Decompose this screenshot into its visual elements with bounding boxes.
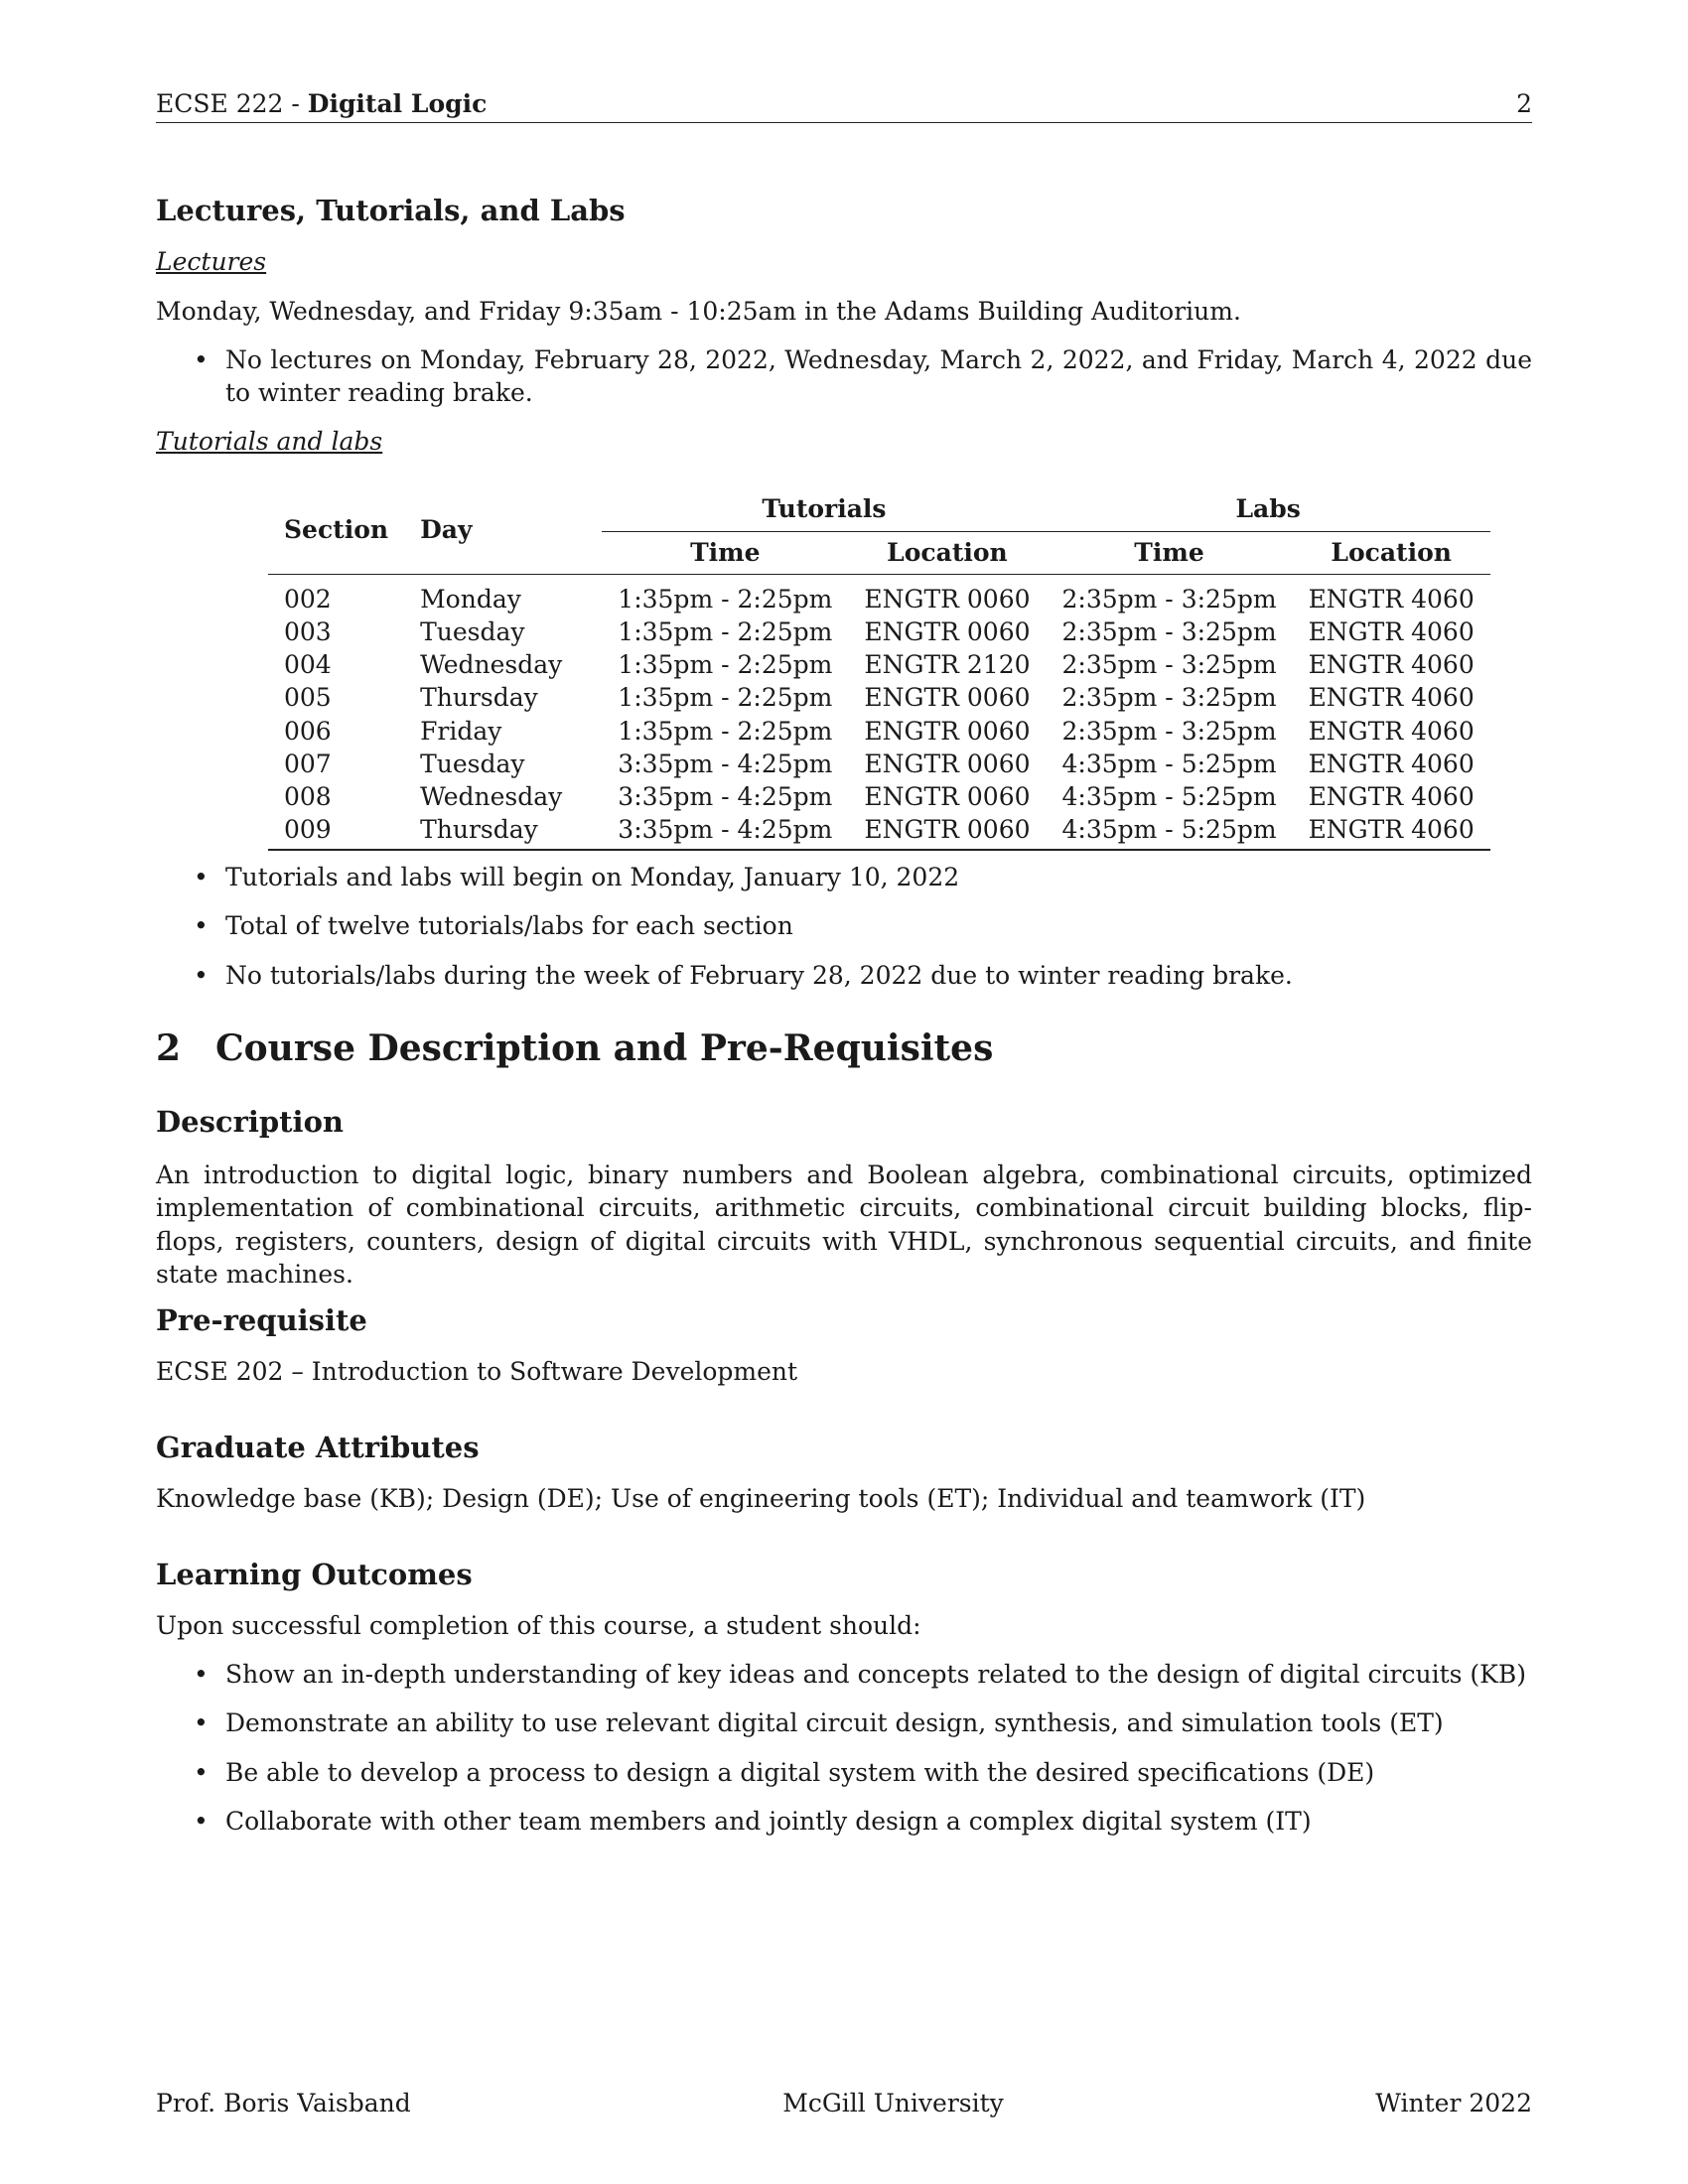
- list-item: • Be able to develop a process to design a digital system with the desired specifications (DE): [156, 1756, 1532, 1789]
- table-row: [268, 615, 1490, 648]
- table-row: [268, 715, 1490, 748]
- table-row: [268, 648, 1490, 681]
- cell-lab-time: 2:35pm - 3:25pm: [1061, 650, 1277, 679]
- prerequisite-text: ECSE 202 – Introduction to Software Development: [156, 1357, 798, 1386]
- cell-tutorial-location: ENGTR 0060: [864, 683, 1031, 713]
- col-header-day: Day: [420, 515, 473, 545]
- section-heading: [156, 1025, 1532, 1073]
- header-course: ECSE 222 - Digital Logic: [156, 89, 488, 118]
- cell-tutorial-location: ENGTR 0060: [864, 584, 1031, 614]
- col-header-tutorial-location: Location: [887, 538, 1008, 568]
- cell-tutorial-time: 1:35pm - 2:25pm: [618, 716, 833, 746]
- cell-day: Tuesday: [420, 749, 525, 778]
- cell-section: 007: [284, 749, 332, 778]
- cell-section: 005: [284, 683, 332, 713]
- col-header-tutorial-time: Time: [690, 538, 761, 568]
- table-row: [268, 780, 1490, 813]
- cell-tutorial-time: 3:35pm - 4:25pm: [618, 749, 833, 778]
- description-heading: Description: [156, 1105, 344, 1139]
- cell-lab-location: ENGTR 4060: [1308, 616, 1475, 646]
- table-row: [268, 574, 1490, 615]
- cell-section: 002: [284, 584, 332, 614]
- col-header-section: Section: [284, 515, 389, 545]
- graduate-attributes-text: Knowledge base (KB); Design (DE); Use of engineering tools (ET); Individual and teamwork (IT): [156, 1484, 1366, 1513]
- cell-day: Monday: [420, 584, 521, 614]
- lectures-tutorials-labs-heading: Lectures, Tutorials, and Labs: [156, 194, 626, 227]
- cell-tutorial-time: 1:35pm - 2:25pm: [618, 650, 833, 679]
- cell-lab-location: ENGTR 4060: [1308, 716, 1475, 746]
- cell-tutorial-location: ENGTR 0060: [864, 616, 1031, 646]
- cell-day: Wednesday: [420, 782, 563, 811]
- description-text: An introduction to digital logic, binary numbers and Boolean algebra, combinational circuits, optimized implementation of combinational circuits, arithmetic circuits, combinational circuit building blocks, flip-flops, registers, counters, design of digital circuits with VHDL, synchronous sequential circuits, and finite state machines.: [156, 1160, 1532, 1289]
- lectures-bullet-list: [156, 343, 1532, 410]
- cell-lab-time: 2:35pm - 3:25pm: [1061, 584, 1277, 614]
- cell-tutorial-location: ENGTR 0060: [864, 716, 1031, 746]
- section-number: 2: [156, 1027, 182, 1069]
- learning-outcomes-heading: Learning Outcomes: [156, 1558, 473, 1591]
- cell-lab-location: ENGTR 4060: [1308, 749, 1475, 778]
- cell-tutorial-time: 3:35pm - 4:25pm: [618, 815, 833, 845]
- cell-lab-time: 2:35pm - 3:25pm: [1061, 616, 1277, 646]
- prerequisite-heading: Pre-requisite: [156, 1303, 367, 1337]
- cell-section: 006: [284, 716, 332, 746]
- graduate-attributes-heading: Graduate Attributes: [156, 1431, 480, 1464]
- footer-term: Winter 2022: [1375, 2089, 1532, 2117]
- cell-lab-location: ENGTR 4060: [1308, 683, 1475, 713]
- list-item: • No lectures on Monday, February 28, 2022, Wednesday, March 2, 2022, and Friday, March 4, 2022 due to winter reading brake.: [156, 343, 1532, 410]
- list-item: • Tutorials and labs will begin on Monday, January 10, 2022: [156, 861, 1532, 893]
- list-item: • Show an in-depth understanding of key ideas and concepts related to the design of digital circuits (KB): [156, 1658, 1532, 1691]
- tutorials-labs-label: Tutorials and labs: [156, 427, 383, 456]
- cell-day: Friday: [420, 716, 502, 746]
- cell-lab-location: ENGTR 4060: [1308, 815, 1475, 845]
- tutorials-labs-table: [268, 484, 1490, 851]
- list-item: • Total of twelve tutorials/labs for each section: [156, 909, 1532, 942]
- lectures-text: Monday, Wednesday, and Friday 9:35am - 10:25am in the Adams Building Auditorium.: [156, 297, 1241, 326]
- col-header-lab-time: Time: [1134, 538, 1204, 568]
- table-row: [268, 748, 1490, 780]
- cell-lab-location: ENGTR 4060: [1308, 782, 1475, 811]
- header-page-number: 2: [1516, 89, 1532, 118]
- cell-lab-time: 4:35pm - 5:25pm: [1061, 815, 1277, 845]
- cell-day: Thursday: [420, 815, 538, 845]
- table-row: [268, 681, 1490, 714]
- running-header: [156, 87, 1532, 123]
- cell-lab-time: 2:35pm - 3:25pm: [1061, 716, 1277, 746]
- cell-lab-time: 4:35pm - 5:25pm: [1061, 782, 1277, 811]
- cell-tutorial-time: 1:35pm - 2:25pm: [618, 683, 833, 713]
- header-course-title: Digital Logic: [307, 89, 488, 118]
- cell-section: 009: [284, 815, 332, 845]
- lectures-label: Lectures: [156, 247, 267, 276]
- cell-day: Thursday: [420, 683, 538, 713]
- cell-tutorial-location: ENGTR 2120: [864, 650, 1031, 679]
- document-page: [156, 0, 1532, 2184]
- cell-lab-location: ENGTR 4060: [1308, 650, 1475, 679]
- cell-section: 008: [284, 782, 332, 811]
- group-header-labs: Labs: [1047, 485, 1490, 532]
- learning-outcomes-intro: Upon successful completion of this course, a student should:: [156, 1611, 921, 1640]
- cell-day: Tuesday: [420, 616, 525, 646]
- group-header-tutorials: Tutorials: [602, 485, 1046, 532]
- col-header-lab-location: Location: [1331, 538, 1452, 568]
- cell-tutorial-time: 1:35pm - 2:25pm: [618, 584, 833, 614]
- cell-tutorial-location: ENGTR 0060: [864, 749, 1031, 778]
- list-item: • Collaborate with other team members and jointly design a complex digital system (IT): [156, 1805, 1532, 1838]
- cell-lab-time: 2:35pm - 3:25pm: [1061, 683, 1277, 713]
- tutorials-bullet-list: [156, 861, 1532, 992]
- learning-outcomes-list: [156, 1658, 1532, 1838]
- list-item: • No tutorials/labs during the week of February 28, 2022 due to winter reading brake.: [156, 959, 1532, 992]
- list-item: • Demonstrate an ability to use relevant digital circuit design, synthesis, and simulation tools (ET): [156, 1706, 1532, 1739]
- cell-tutorial-time: 1:35pm - 2:25pm: [618, 616, 833, 646]
- section-title: Course Description and Pre-Requisites: [215, 1027, 994, 1069]
- cell-lab-time: 4:35pm - 5:25pm: [1061, 749, 1277, 778]
- table-row: [268, 813, 1490, 849]
- cell-tutorial-location: ENGTR 0060: [864, 815, 1031, 845]
- cell-day: Wednesday: [420, 650, 563, 679]
- footer-author: Prof. Boris Vaisband: [156, 2089, 411, 2117]
- footer-institution: McGill University: [782, 2089, 1004, 2117]
- cell-section: 003: [284, 616, 332, 646]
- cell-lab-location: ENGTR 4060: [1308, 584, 1475, 614]
- cell-section: 004: [284, 650, 332, 679]
- running-footer: [156, 2087, 1532, 2119]
- cell-tutorial-time: 3:35pm - 4:25pm: [618, 782, 833, 811]
- cell-tutorial-location: ENGTR 0060: [864, 782, 1031, 811]
